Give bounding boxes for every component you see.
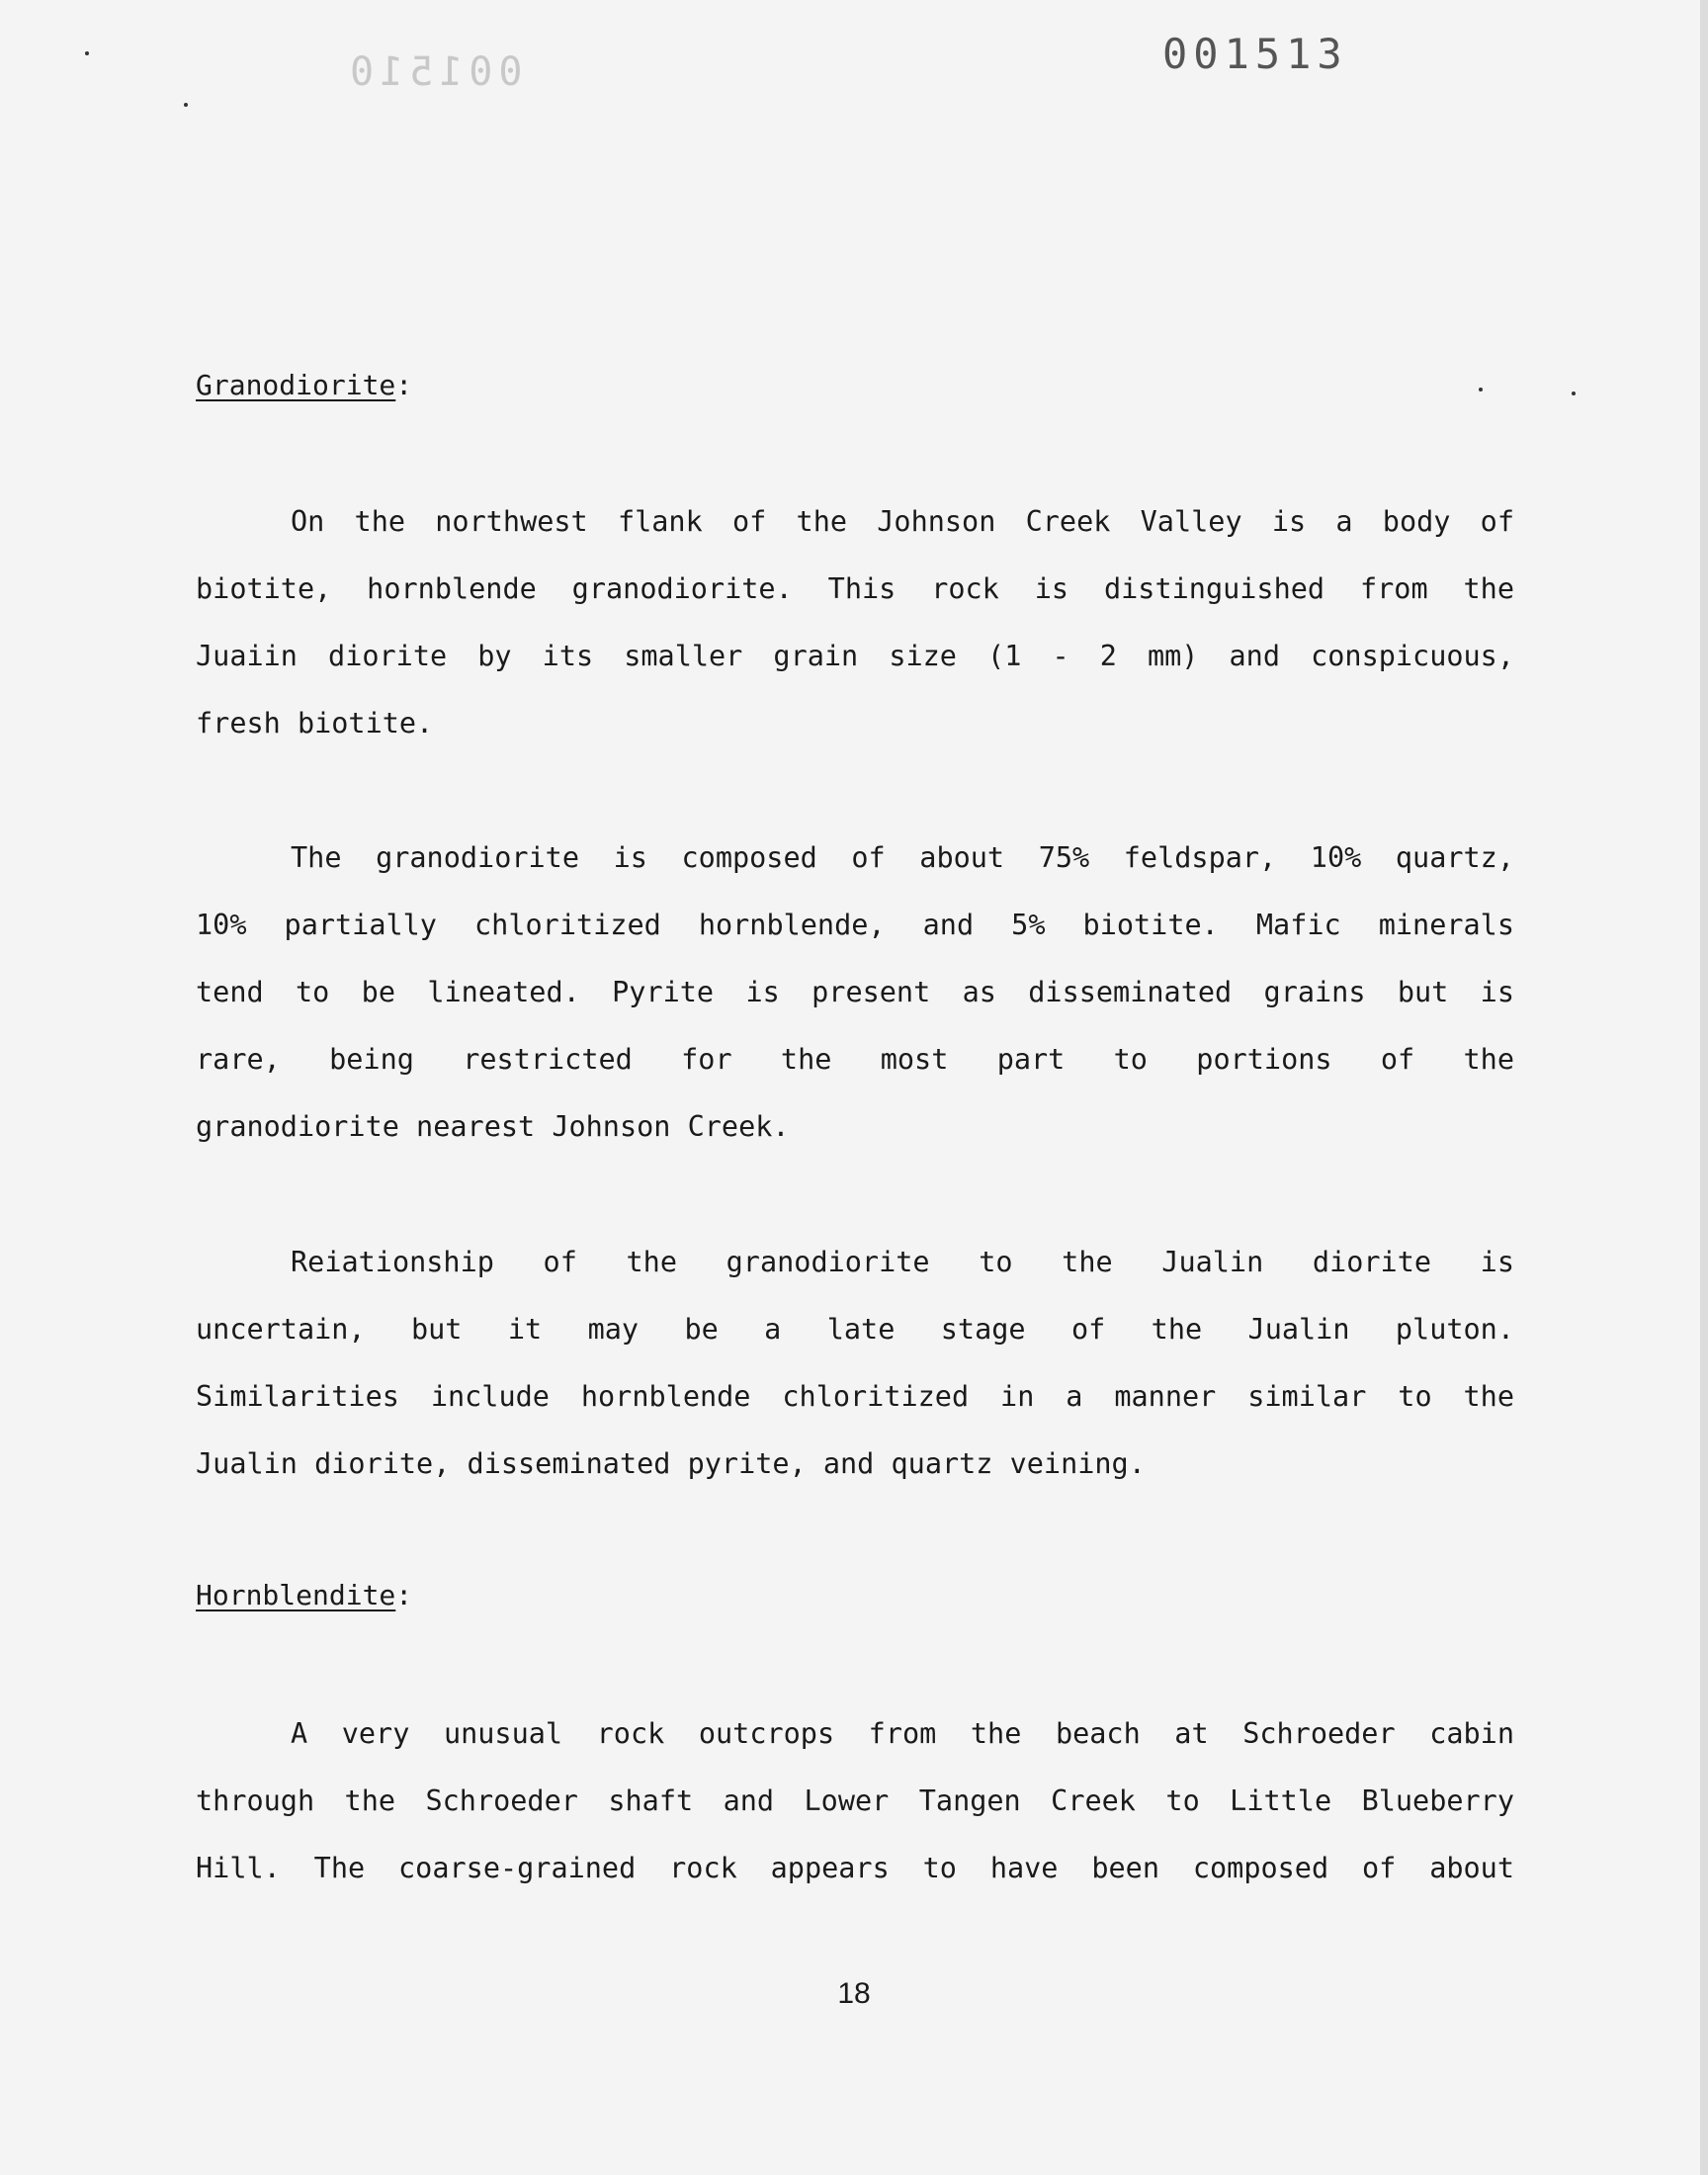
paragraph: [196, 825, 1514, 1161]
paragraph: [196, 488, 1514, 757]
text-line: tend to be lineated. Pyrite is present as disseminated grains but is: [196, 976, 1514, 1008]
text-line: fresh biotite.: [196, 707, 434, 740]
text-line: Reiationship of the granodiorite to the Jualin diorite is: [291, 1246, 1514, 1278]
text-line: On the northwest flank of the Johnson Creek Valley is a body of: [291, 505, 1514, 538]
document-number-stamp: 001513: [1162, 30, 1348, 78]
text-line: granodiorite nearest Johnson Creek.: [196, 1110, 790, 1143]
section-heading: Granodiorite:: [196, 369, 413, 401]
paragraph: [196, 1229, 1514, 1498]
text-line: 10% partially chloritized hornblende, and 5% biotite. Mafic minerals: [196, 909, 1514, 941]
text-line: Jualin diorite, disseminated pyrite, and quartz veining.: [196, 1447, 1146, 1480]
text-line: uncertain, but it may be a late stage of the Jualin pluton.: [196, 1313, 1514, 1346]
text-line: Juaiin diorite by its smaller grain size (1 - 2 mm) and conspicuous,: [196, 640, 1514, 672]
text-line: A very unusual rock outcrops from the beach at Schroeder cabin: [291, 1717, 1514, 1750]
text-line: The granodiorite is composed of about 75% feldspar, 10% quartz,: [291, 841, 1514, 874]
section-heading-text: Granodiorite: [196, 369, 396, 401]
text-line: rare, being restricted for the most part to portions of the: [196, 1043, 1514, 1076]
bleed-through-stamp: 001510: [344, 49, 523, 95]
scan-speck: [85, 51, 89, 55]
scan-speck: [1572, 392, 1576, 395]
scan-speck: [1479, 388, 1483, 392]
section-heading-text: Hornblendite: [196, 1579, 396, 1611]
text-line: Similarities include hornblende chloritized in a manner similar to the: [196, 1380, 1514, 1413]
text-line: through the Schroeder shaft and Lower Tangen Creek to Little Blueberry: [196, 1784, 1514, 1817]
section-heading: Hornblendite:: [196, 1579, 413, 1611]
page-edge-shadow: [1700, 0, 1708, 2175]
page-number: 18: [837, 1977, 871, 2010]
text-line: biotite, hornblende granodiorite. This rock is distinguished from the: [196, 572, 1514, 605]
text-line: Hill. The coarse-grained rock appears to have been composed of about: [196, 1852, 1514, 1884]
scan-speck: [184, 103, 188, 107]
paragraph: [196, 1700, 1514, 1902]
